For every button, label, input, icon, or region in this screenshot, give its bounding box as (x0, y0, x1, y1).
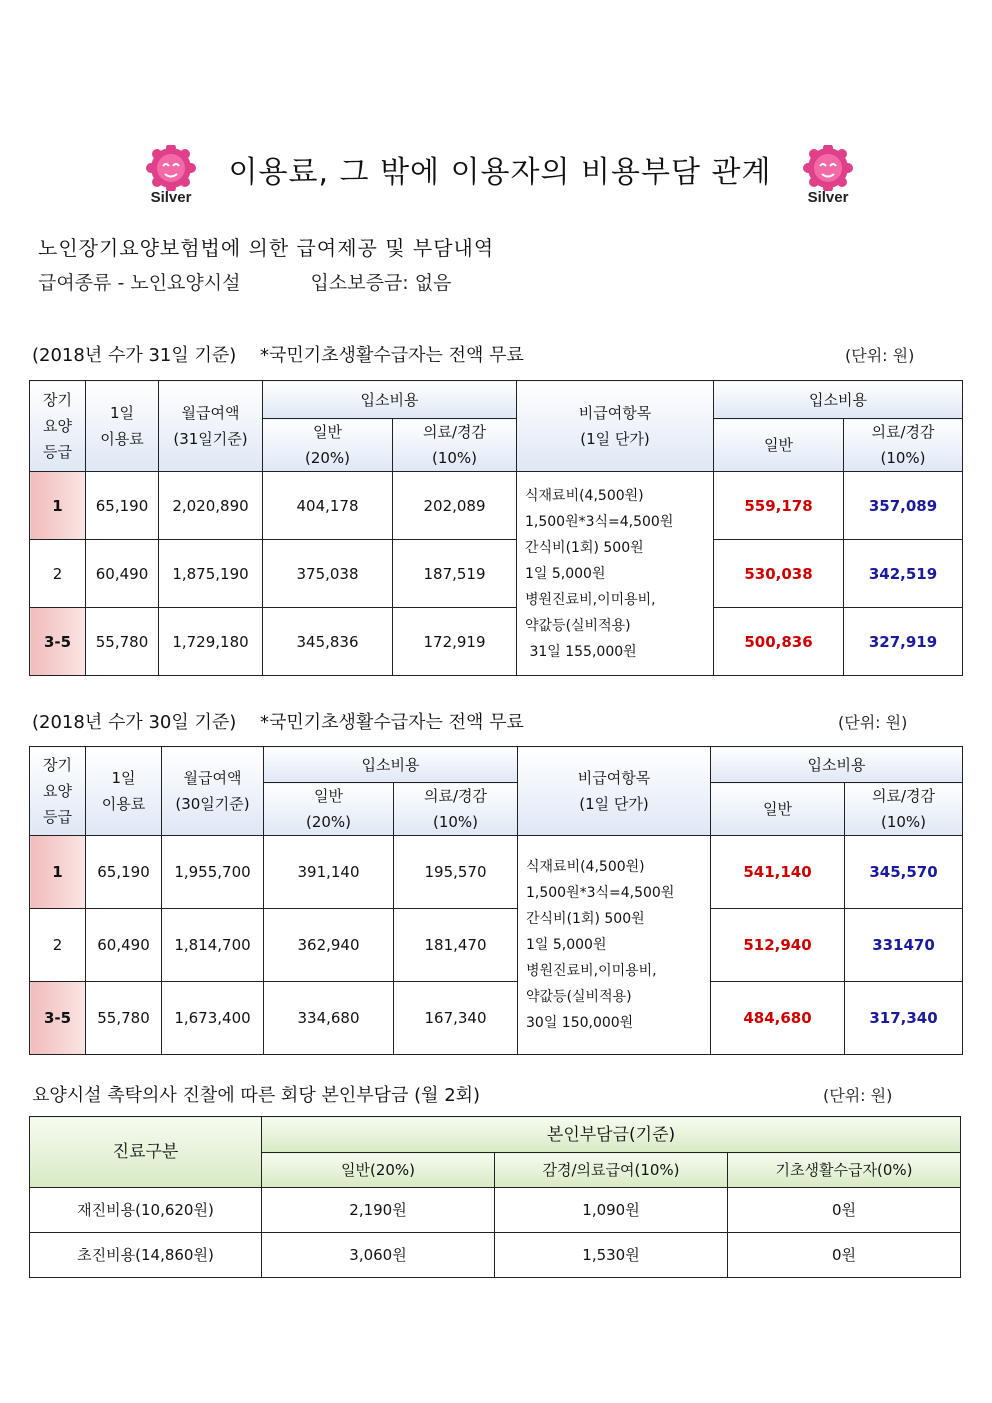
daily-fee-cell: 60,490 (86, 540, 159, 608)
header-monthly: 월급여액 (30일기준) (162, 747, 264, 836)
monthly-cell: 1,814,700 (162, 909, 264, 982)
nonbenefit-items: 식재료비(4,500원) 1,500원*3식=4,500원 간식비(1회) 500원 1일 5,000원 병원진료비,이미용비, 약값등(실비적용) 31일 155,000원 (517, 472, 714, 676)
total-general-cell: 541,140 (711, 836, 845, 909)
basic-cell: 0원 (728, 1233, 961, 1278)
table-row (30, 1188, 961, 1233)
header-monthly: 월급여액 (31일기준) (159, 381, 263, 472)
total-medical-cell: 357,089 (844, 472, 963, 540)
header-reduced-10: 감경/의료급여(10%) (495, 1153, 728, 1188)
general-cell: 345,836 (263, 608, 393, 676)
table-31day (29, 380, 963, 676)
section2-note: *국민기초생활수급자는 전액 무료 (260, 712, 524, 733)
daily-fee-cell: 60,490 (86, 909, 162, 982)
total-general-cell: 530,038 (714, 540, 844, 608)
section2-unit: (단위: 원) (838, 713, 908, 732)
flower-sun-icon (792, 145, 864, 191)
header-medical-total: 의료/경감 (10%) (844, 419, 963, 472)
section2-heading (32, 708, 524, 734)
service-type: 급여종류 - 노인요양시설 (38, 272, 241, 294)
medical-cell: 181,470 (394, 909, 518, 982)
nonbenefit-items: 식재료비(4,500원) 1,500원*3식=4,500원 간식비(1회) 500원 1일 5,000원 병원진료비,이미용비, 약값등(실비적용) 30일 150,000원 (518, 836, 711, 1055)
medical-cell: 202,089 (393, 472, 517, 540)
table-row (30, 540, 963, 608)
total-medical-cell: 342,519 (844, 540, 963, 608)
total-general-cell: 500,836 (714, 608, 844, 676)
monthly-cell: 2,020,890 (159, 472, 263, 540)
section3-unit: (단위: 원) (823, 1086, 893, 1105)
total-general-cell: 512,940 (711, 909, 845, 982)
monthly-cell: 1,729,180 (159, 608, 263, 676)
section3-title: 요양시설 촉탁의사 진찰에 따른 회당 본인부담금 (월 2회) (32, 1085, 481, 1106)
monthly-cell: 1,673,400 (162, 982, 264, 1055)
total-medical-cell: 345,570 (845, 836, 963, 909)
header-general-20: 일반(20%) (262, 1153, 495, 1188)
header-medical: 의료/경감 (10%) (393, 419, 517, 472)
grade-cell: 1 (30, 836, 86, 909)
silver-logo-right (792, 145, 864, 209)
reduced-cell: 1,090원 (495, 1188, 728, 1233)
header-nonbenefit: 비급여항목 (1일 단가) (517, 381, 714, 472)
header-nonbenefit: 비급여항목 (1일 단가) (518, 747, 711, 836)
section1-note: *국민기초생활수급자는 전액 무료 (260, 345, 524, 366)
reduced-cell: 1,530원 (495, 1233, 728, 1278)
monthly-cell: 1,955,700 (162, 836, 264, 909)
total-medical-cell: 327,919 (844, 608, 963, 676)
header-daily-fee: 1일 이용료 (86, 747, 162, 836)
monthly-cell: 1,875,190 (159, 540, 263, 608)
header-general-total: 일반 (711, 783, 845, 836)
total-medical-cell: 331470 (845, 909, 963, 982)
category-cell: 재진비용(10,620원) (30, 1188, 262, 1233)
medical-cell: 195,570 (394, 836, 518, 909)
medical-cell: 167,340 (394, 982, 518, 1055)
page-title: 이용료, 그 밖에 이용자의 비용부담 관계 (228, 155, 772, 190)
daily-fee-cell: 65,190 (86, 472, 159, 540)
general-cell: 362,940 (264, 909, 394, 982)
daily-fee-cell: 55,780 (86, 608, 159, 676)
table-row (30, 836, 963, 909)
grade-cell: 3-5 (30, 982, 86, 1055)
header-general: 일반 (20%) (264, 783, 394, 836)
section2-title: (2018년 수가 30일 기준) (32, 712, 237, 733)
header-medical: 의료/경감 (10%) (394, 783, 518, 836)
general-cell: 2,190원 (262, 1188, 495, 1233)
header-category: 진료구분 (30, 1117, 262, 1188)
silver-logo-left (135, 145, 207, 209)
table-row (30, 472, 963, 540)
medical-cell: 172,919 (393, 608, 517, 676)
total-medical-cell: 317,340 (845, 982, 963, 1055)
header-general: 일반 (20%) (263, 419, 393, 472)
medical-cell: 187,519 (393, 540, 517, 608)
header-copay: 본인부담금(기준) (262, 1117, 961, 1153)
table-30day (29, 746, 963, 1055)
grade-cell: 2 (30, 909, 86, 982)
header-daily-fee: 1일 이용료 (86, 381, 159, 472)
category-cell: 초진비용(14,860원) (30, 1233, 262, 1278)
header-admission-cost: 입소비용 (263, 381, 517, 419)
general-cell: 334,680 (264, 982, 394, 1055)
daily-fee-cell: 55,780 (86, 982, 162, 1055)
header-basic-0: 기초생활수급자(0%) (728, 1153, 961, 1188)
grade-cell: 1 (30, 472, 86, 540)
header-general-total: 일반 (714, 419, 844, 472)
header-admission-cost-total: 입소비용 (711, 747, 963, 783)
grade-cell: 2 (30, 540, 86, 608)
header-grade: 장기 요양 등급 (30, 747, 86, 836)
title-row (0, 145, 992, 209)
daily-fee-cell: 65,190 (86, 836, 162, 909)
section1-title: (2018년 수가 31일 기준) (32, 345, 237, 366)
general-cell: 3,060원 (262, 1233, 495, 1278)
section1-unit: (단위: 원) (845, 346, 915, 365)
general-cell: 391,140 (264, 836, 394, 909)
service-line (38, 268, 451, 295)
logo-text: Silver (807, 189, 849, 206)
basic-cell: 0원 (728, 1188, 961, 1233)
table-row (30, 608, 963, 676)
flower-sun-icon (135, 145, 207, 191)
grade-cell: 3-5 (30, 608, 86, 676)
general-cell: 375,038 (263, 540, 393, 608)
subtitle: 노인장기요양보험법에 의한 급여제공 및 부담내역 (38, 236, 495, 260)
header-medical-total: 의료/경감 (10%) (845, 783, 963, 836)
logo-text: Silver (150, 189, 192, 206)
header-grade: 장기 요양 등급 (30, 381, 86, 472)
general-cell: 404,178 (263, 472, 393, 540)
total-general-cell: 484,680 (711, 982, 845, 1055)
header-admission-cost: 입소비용 (264, 747, 518, 783)
table-row (30, 909, 963, 982)
table-row (30, 982, 963, 1055)
table-doctor-visit (29, 1116, 961, 1278)
section1-heading (32, 341, 524, 367)
table-row (30, 1233, 961, 1278)
deposit: 입소보증금: 없음 (310, 272, 452, 294)
header-admission-cost-total: 입소비용 (714, 381, 963, 419)
total-general-cell: 559,178 (714, 472, 844, 540)
